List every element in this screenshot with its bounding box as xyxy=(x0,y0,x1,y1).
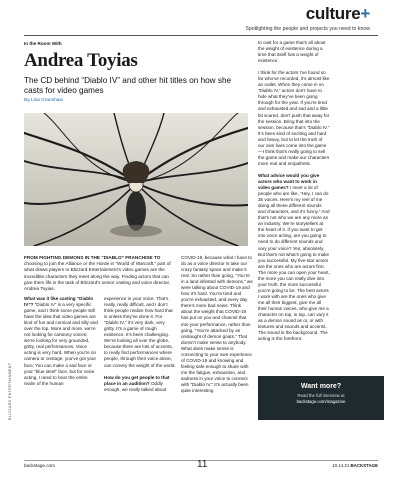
article-kicker: In the Room With xyxy=(24,41,62,46)
body-column-4 xyxy=(258,40,330,348)
body-column-2 xyxy=(104,296,176,399)
magazine-logo: BACKSTAGE xyxy=(350,463,378,468)
promo-subtext: Read the full interview at xyxy=(297,393,345,398)
promo-box xyxy=(258,376,384,420)
article-deck: The CD behind “Diablo IV” and other hit titles on how she casts for video games xyxy=(24,76,232,95)
paragraph: experience in your voice. That’s really, really difficult, and I don’t think people realize how hard that is unless they’ve done it. For “Diablo IV,” it’s very dark, very gritty. It’s a game of rough existence. It’s been challenging. We’re looking all over the globe, because there are lots of accents, to really find performances where people, through their voice alone, can convey the weight of the world. xyxy=(104,296,176,368)
promo-heading: Want more? xyxy=(300,383,342,390)
question-audition: How do you get people to that place in an audition? xyxy=(104,374,170,386)
body-column-3 xyxy=(181,255,253,400)
question-advice: What advice would you give actors who want to work in video games? xyxy=(258,172,320,191)
article-intro xyxy=(24,255,172,292)
paragraph: to cast for a game that’s all about the weight of existence during a time that itself has a weight of existence. xyxy=(258,40,326,64)
question-casting-diablo: What was it like casting “Diablo IV”? xyxy=(24,296,94,308)
section-brand xyxy=(306,4,370,24)
game-artwork xyxy=(24,113,248,246)
promo-link[interactable]: backstage.com/magazine xyxy=(296,399,346,404)
answer-casting-diablo: “Diablo IV” is a very specific game, and I think some people still have the idea that video games are kind of fun and comical and silly and over the top. More and more, we’re not looking for cartoony voices; we’re looking for very grounded, gritty, real performances. Voice acting is very hard. When you’re on camera or onstage, you’ve got your face; You can make a sad face or your “blue steel” face, but for voice acting, I need to hear the entire realm of the human xyxy=(24,302,98,386)
answer-advice: I meet a lot of people who are like, “Hey, I can do 35 voices. Here’s my reel of me doing all these different sounds and characters, and it’s funny.” And that’s not who we are any more as an industry. We’re storytellers at the heart of it. If you want to get into voice acting, are you going to need to do different sounds and vary your voice? Yes, absolutely. But that’s not what’s going to make you successful. My five-star actors are the ones who are actors first. The more you can open your heart, the more you can really dive into your truth, the more successful you’re going to be. The best actors I work with are the ones who give me all their biggest, give me all their human voices, who give me a character on top, in top, can vary it as a demon sound as or, or with textures and sounds and accents. The sound is the background. The acting is the forefront. xyxy=(258,185,330,342)
intro-lead: FROM FIGHTING DEMONS IN THE “DIABLO” FRANCHISE TO xyxy=(24,255,161,260)
article-title: Andrea Toyias xyxy=(24,50,138,71)
footer-site: backstage.com xyxy=(24,463,55,468)
article-byline: By Lisa Granshaw xyxy=(24,98,63,103)
brand-word: culture xyxy=(305,4,361,23)
section-tagline: Spotlighting the people and projects you need to know xyxy=(245,26,370,32)
artwork-illustration xyxy=(24,113,248,246)
footer-issue xyxy=(332,463,378,468)
issue-date: 10.14.21 xyxy=(332,463,350,468)
intro-body: choosing to join the Alliance or the Horde in “World of Warcraft,” part of what draws players to Blizzard Entertainment’s video games are the incredible characters they meet along the way. Finding actors that can give them life is the task of Blizzard’s senior casting and voice director, Andrea Toyias. xyxy=(24,261,171,292)
art-credit: BLIZZARD ENTERTAINMENT xyxy=(8,362,12,420)
paragraph: I think for the actors I’ve found so far who’ve recorded, it’s almost like an outlet. When they come in on “Diablo IV,” actors don’t have to hide what they’ve been going through for the year. If you’re tired and exhausted and sad and a little bit scared, don’t push that away for the session. Bring that into the session, because that’s “Diablo IV.” It’s been kind of exciting and hard and heavy, but to let the truth of our own lives come into the game—I think that’s really going to sell the game and make our characters more real and empathetic. xyxy=(258,70,330,166)
answer-audition: Oddly enough, we really talked about xyxy=(104,380,167,392)
paragraph: COVID-19, because what I have to do as a voice director is take our crazy fantasy space and make it real. So rather than going, “You’re in a land infested with demons,” we were talking about COVID-19 and how it’s hard. You’re tired and you’re exhausted, and every day there’s more bad news. Think about the weight that COVID-19 has put on you and channel that into your performance, rather than going, “You’re attacked by an onslaught of demon goats.” That doesn’t make sense to anybody. What does make sense is connecting to your own experience of COVID-19 and knowing and feeling safe enough to share with me the fatigue, exhaustion, and sadness in your voice to connect with “Diablo IV.” It’s actually been quite interesting xyxy=(181,255,253,394)
body-column-1 xyxy=(24,296,98,393)
brand-plus: + xyxy=(360,4,370,23)
page-number: 11 xyxy=(197,459,208,470)
header-rule xyxy=(24,35,378,36)
